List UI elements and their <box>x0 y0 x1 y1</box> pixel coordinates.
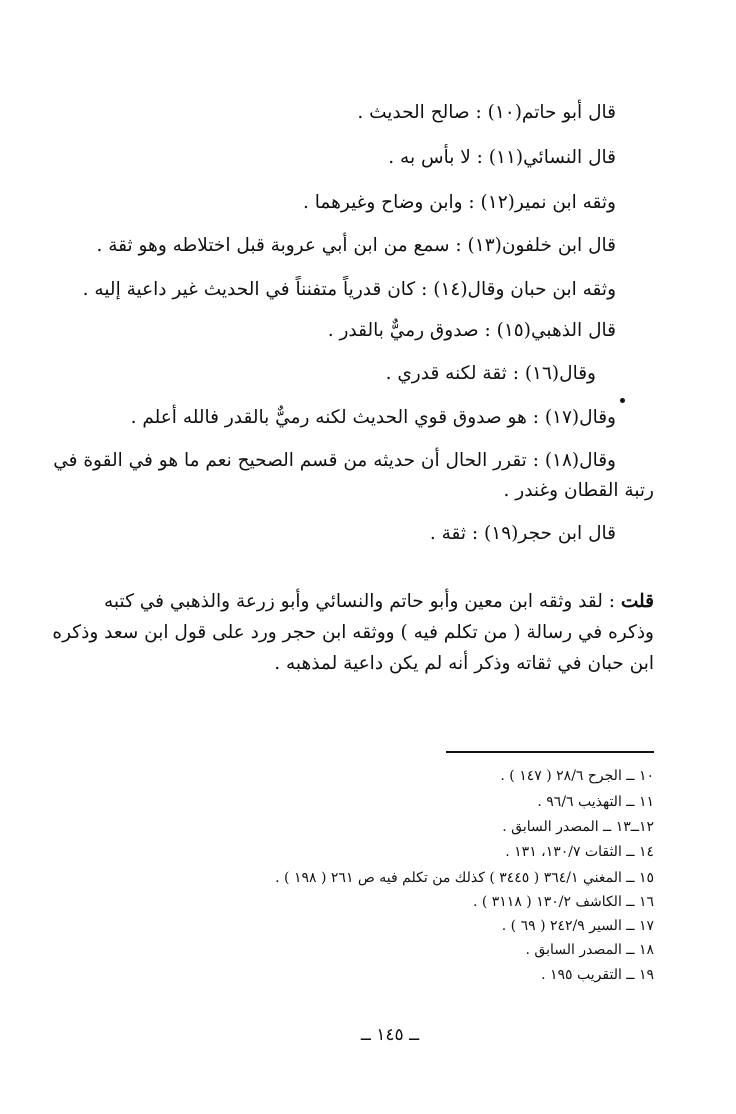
footnote-19: ١٩ ــ التقريب ١٩٥ . <box>541 967 654 983</box>
footnote-12-13: ١٢ــ١٣ ــ المصدر السابق . <box>502 819 654 835</box>
body-line-11: قال ابن حجر(١٩) : ثقة . <box>429 523 616 544</box>
conclusion-line-3: ابن حبان في ثقاته وذكر أنه لم يكن داعية لمذهبه . <box>274 653 654 674</box>
page-number: ــ ١٤٥ ــ <box>360 1025 420 1045</box>
footnote-16: ١٦ ــ الكاشف ١٣٠/٢ ( ٣١١٨ ) . <box>472 894 654 910</box>
body-line-9: وقال(١٨) : تقرر الحال أن حديثه من قسم الصحيح نعم ما هو في القوة في <box>53 450 616 471</box>
body-line-2: قال النسائي(١١) : لا بأس به . <box>388 147 616 168</box>
body-line-1: قال أبو حاتم(١٠) : صالح الحديث . <box>357 102 616 123</box>
body-line-3: وثقه ابن نمير(١٢) : وابن وضاح وغيرهما . <box>303 192 616 213</box>
footnote-17: ١٧ ــ السير ٢٤٢/٩ ( ٦٩ ) . <box>501 918 654 934</box>
footnote-18: ١٨ ــ المصدر السابق . <box>525 942 654 958</box>
footnote-10: ١٠ ــ الجرح ٢٨/٦ ( ١٤٧ ) . <box>500 768 654 784</box>
footnote-separator <box>446 751 654 753</box>
footnote-11: ١١ ــ التهذيب ٩٦/٦ . <box>537 794 654 810</box>
body-line-10: رتبة القطان وغندر . <box>503 480 654 501</box>
body-line-4: قال ابن خلفون(١٣) : سمع من ابن أبي عروبة قبل اختلاطه وهو ثقة . <box>96 235 616 256</box>
body-line-6: قال الذهبي(١٥) : صدوق رميٌّ بالقدر . <box>327 320 616 341</box>
body-line-7: وقال(١٦) : ثقة لكنه قدري . <box>385 363 596 384</box>
body-line-5: وثقه ابن حبان وقال(١٤) : كان قدرياً متفنناً في الحديث غير داعية إليه . <box>82 279 616 300</box>
footnote-15: ١٥ ــ المغني ٣٦٤/١ ( ٣٤٤٥ ) كذلك من تكلم فيه ص ٢٦١ ( ١٩٨ ) . <box>275 870 654 886</box>
conclusion-line-1 <box>104 589 654 615</box>
footnote-14: ١٤ ــ الثقات ١٣٠/٧، ١٣١ . <box>505 844 654 860</box>
conclusion-line-1-text: : لقد وثقه ابن معين وأبو حاتم والنسائي وأبو زرعة والذهبي في كتبه <box>103 591 621 612</box>
stray-dot-mark <box>620 398 625 403</box>
body-line-8: وقال(١٧) : هو صدوق قوي الحديث لكنه رميٌّ بالقدر فالله أعلم . <box>130 407 616 428</box>
conclusion-line-2: وذكره في رسالة ( من تكلم فيه ) ووثقه ابن حجر ورد على قول ابن سعد وذكره <box>52 622 654 643</box>
conclusion-label: قلت <box>620 591 654 612</box>
